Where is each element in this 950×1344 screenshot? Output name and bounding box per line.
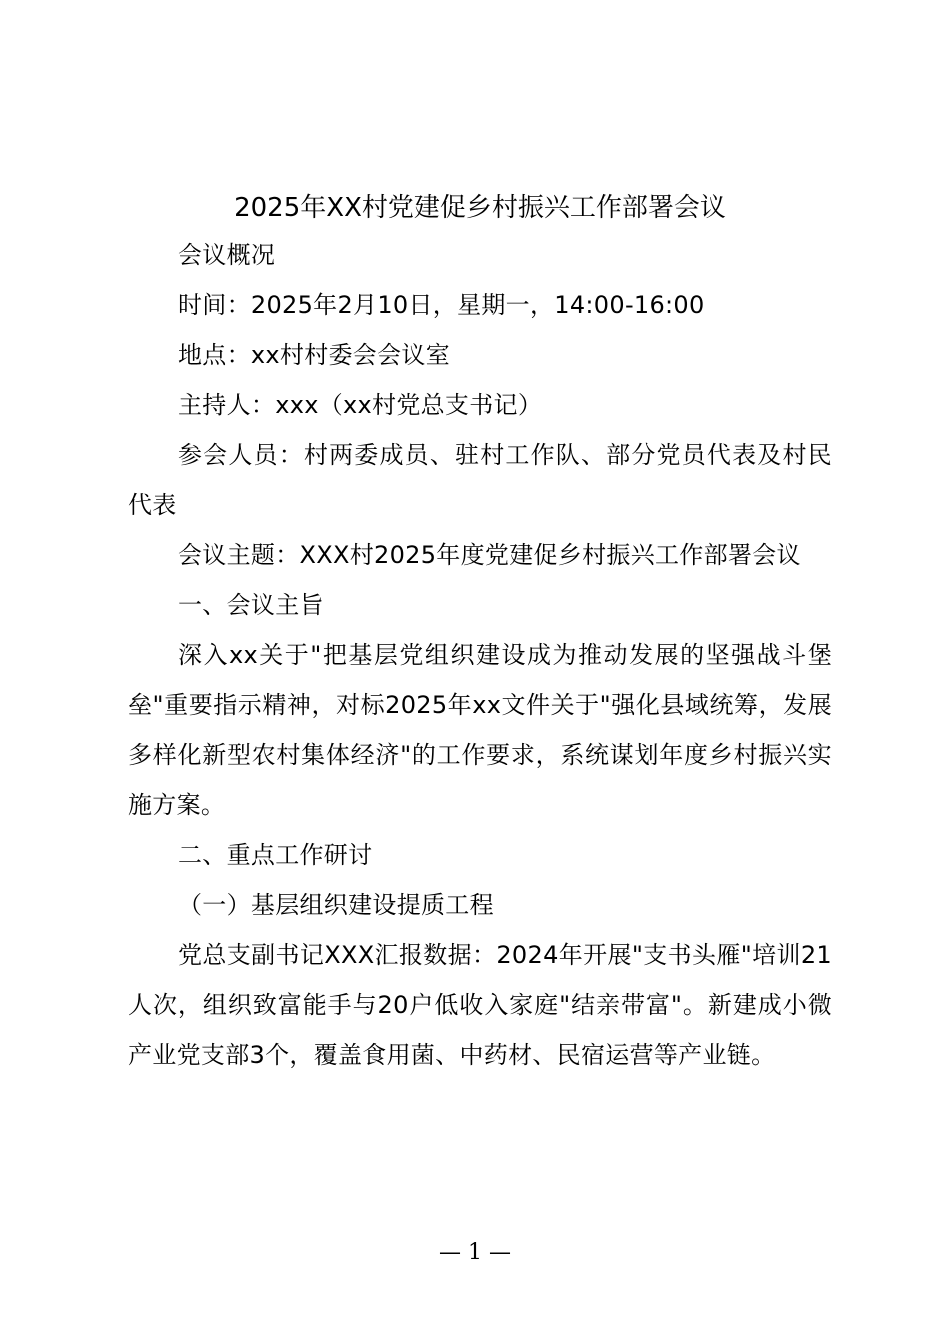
page-number: — 1 — xyxy=(439,1240,511,1265)
purpose-paragraph: 深入xx关于"把基层党组织建设成为推动发展的坚强战斗堡垒"重要指示精神，对标2025年xx文件关于"强化县域统筹，发展多样化新型农村集体经济"的工作要求，系统谋划年度乡村振兴实施方案。 xyxy=(128,641,832,819)
section-heading-key-work: 二、重点工作研讨 xyxy=(178,841,373,869)
meeting-host: 主持人：xxx（xx村党总支书记） xyxy=(178,391,543,419)
section-heading-purpose: 一、会议主旨 xyxy=(178,591,324,619)
document-body xyxy=(128,230,832,1080)
meeting-theme: 会议主题：XXX村2025年度党建促乡村振兴工作部署会议 xyxy=(178,541,801,569)
meeting-location: 地点：xx村村委会会议室 xyxy=(178,341,451,369)
meeting-time: 时间：2025年2月10日，星期一，14:00-16:00 xyxy=(178,291,705,319)
subsection-heading-organization: （一）基层组织建设提质工程 xyxy=(178,891,494,919)
document-title: 2025年XX村党建促乡村振兴工作部署会议 xyxy=(234,193,726,223)
meeting-attendees: 参会人员：村两委成员、驻村工作队、部分党员代表及村民代表 xyxy=(128,441,832,519)
organization-report-paragraph: 党总支副书记XXX汇报数据：2024年开展"支书头雁"培训21人次，组织致富能手与20户低收入家庭"结亲带富"。新建成小微产业党支部3个，覆盖食用菌、中药材、民宿运营等产业链。 xyxy=(128,941,832,1069)
section-label-meeting-overview: 会议概况 xyxy=(178,241,276,269)
